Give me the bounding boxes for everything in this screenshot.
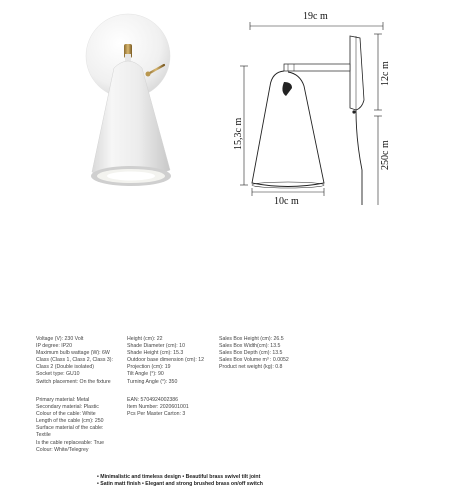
spec-line: Colour: White/Telegrey [36,446,89,453]
spec-line: Projection (cm): 19 [127,364,171,371]
technical-drawing [228,0,460,210]
width-top-dimension: 19c m [303,11,328,22]
product-photo [62,10,212,200]
spec-line: Maximum bulb wattage (W): 6W [36,350,110,357]
spec-line: Outdoor base dimension (cm): 12 [127,357,204,364]
spec-line: Tilt Angle (°): 90 [127,371,164,378]
spec-line: Pcs Per Master Carton: 3 [127,411,186,418]
spec-line: Product net weight (kg): 0.8 [219,364,283,371]
shade-diameter-dimension: 10c m [274,196,299,207]
product-identifiers [127,397,189,418]
material-specs [36,397,104,454]
spec-line: Switch placement: On the fixture [36,378,111,385]
spec-line: Sales Box Depth (cm): 13.5 [219,350,283,357]
spec-line: Length of the cable (cm): 250 [36,418,104,425]
spec-line: Primary material: Metal [36,397,90,403]
electrical-specs [36,336,113,386]
spec-line: Height (cm): 22 [127,336,163,342]
spec-line: Shade Height (cm): 15.3 [127,350,184,357]
spec-line: EAN: 5704924002386 [127,397,179,403]
arm-height-dimension: 12c m [380,61,391,86]
body-height-dimension: 15,3c m [233,117,244,150]
spec-line: Voltage (V): 230 Volt [36,336,84,342]
cable-length-dimension: 250c m [380,140,391,170]
spec-line: Shade Diameter (cm): 10 [127,343,185,350]
spec-line: Class 2 (Double isolated) [36,364,94,371]
feature-list [97,474,263,489]
spec-line: IP degree: IP20 [36,343,72,350]
spec-line: Socket type: GU10 [36,371,80,378]
feature-line: • Satin matt finish • Elegant and strong brushed brass on/off switch [97,481,263,488]
spec-line: Colour of the cable: White [36,411,96,418]
packaging-specs [219,336,289,371]
spec-line: Surface material of the cable: [36,425,104,432]
spec-line: Sales Box Height (cm): 26.5 [219,336,284,342]
spec-line: Textile [36,432,51,439]
spec-line: Is the cable replaceable: True [36,439,105,446]
spec-line: Sales Box Volume m³ : 0.0052 [219,357,289,364]
spec-line: Secondary material: Plastic [36,404,99,411]
spec-line: Sales Box Width(cm): 13.5 [219,343,281,350]
spec-line: Turning Angle (°): 350 [127,378,178,385]
spec-line: Item Number: 2020601001 [127,404,189,411]
feature-line: • Minimalistic and timeless design • Beautiful brass swivel tilt joint [97,474,261,480]
dimension-specs [127,336,204,386]
spec-line: Class (Class 1, Class 2, Class 3): [36,357,113,364]
